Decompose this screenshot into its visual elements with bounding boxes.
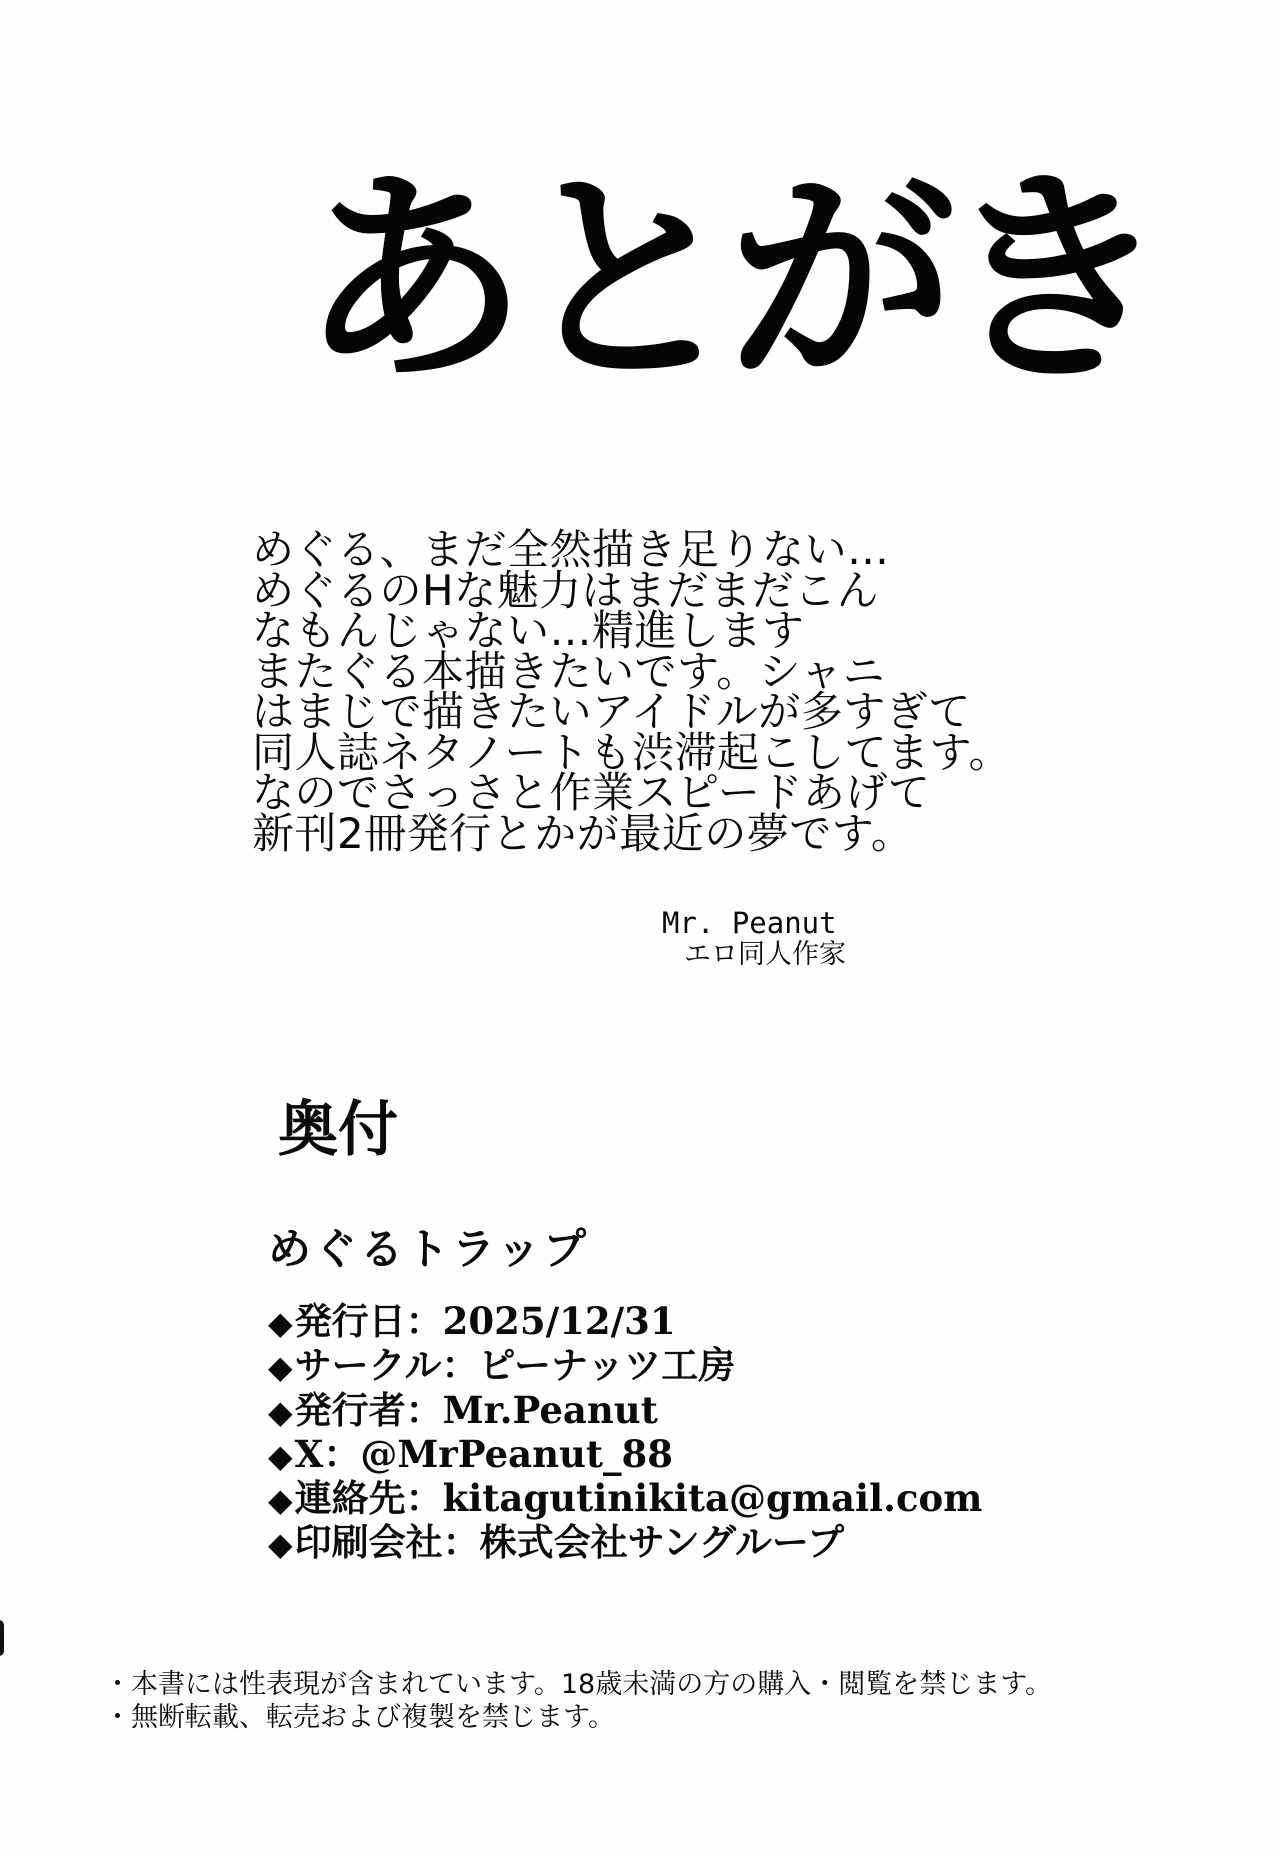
entry-separator: ： <box>442 1520 480 1565</box>
signature-name: Mr. Peanut <box>662 906 837 940</box>
page-edge-mark <box>0 1620 4 1656</box>
entry-separator: ： <box>323 1431 361 1476</box>
entry-value: kitagutinikita@gmail.com <box>442 1476 983 1521</box>
message-line: 新刊2冊発行とかが最近の夢です。 <box>252 808 914 858</box>
notice-line: ・無断転載、転売および複製を禁じます。 <box>104 1702 615 1733</box>
book-title: めぐるトラップ <box>268 1225 590 1275</box>
notice-line: ・本書には性表現が含まれています。18歳未満の方の購入・閲覧を禁じます。 <box>104 1669 1053 1700</box>
diamond-bullet-icon: ◆ <box>268 1436 293 1475</box>
colophon-heading: 奥付 <box>278 1095 398 1165</box>
message-line: またぐる本描きたいです。シャニ <box>252 646 886 696</box>
entry-separator: ： <box>405 1387 443 1432</box>
entry-label: サークル <box>294 1343 442 1388</box>
entry-value: Mr.Peanut <box>442 1387 658 1432</box>
message-line: めぐる、まだ全然描き足りない… <box>252 525 890 574</box>
message-line: 同人誌ネタノートも渋滞起こしてます。 <box>252 727 1012 777</box>
entry-value: 2025/12/31 <box>442 1299 676 1343</box>
message-line: なのでさっさと作業スピードあげて <box>252 768 931 817</box>
entry-label: X <box>294 1431 324 1476</box>
entry-label: 発行者 <box>294 1387 406 1432</box>
diamond-bullet-icon: ◆ <box>268 1348 293 1387</box>
entry-separator: ： <box>441 1343 479 1388</box>
entry-value: ピーナッツ工房 <box>478 1343 736 1388</box>
colophon-entry-x <box>268 1433 982 1477</box>
signature-role: エロ同人作家 <box>684 939 846 970</box>
message-line: めぐるのHな魅力はまだまだこん <box>252 565 880 615</box>
diamond-bullet-icon: ◆ <box>268 1392 293 1431</box>
colophon-entry-publisher <box>268 1389 982 1433</box>
entry-separator: ： <box>405 1299 443 1343</box>
colophon-entry-circle <box>268 1344 982 1388</box>
message-line: はまじで描きたいアイドルが多すぎて <box>252 687 971 736</box>
colophon-entry-printer <box>268 1521 982 1565</box>
entry-label: 発行日 <box>294 1299 406 1343</box>
diamond-bullet-icon: ◆ <box>268 1304 293 1342</box>
diamond-bullet-icon: ◆ <box>268 1525 293 1564</box>
colophon-list <box>268 1300 982 1566</box>
message-line: なもんじゃない…精進します <box>252 606 805 655</box>
entry-value: 株式会社サングループ <box>479 1520 845 1565</box>
diamond-bullet-icon: ◆ <box>268 1481 293 1520</box>
entry-label: 印刷会社 <box>294 1520 443 1565</box>
afterword-title: あとがき <box>300 147 1156 413</box>
entry-separator: ： <box>405 1476 443 1521</box>
entry-label: 連絡先 <box>294 1476 406 1521</box>
entry-value: @MrPeanut_88 <box>360 1431 674 1476</box>
colophon-entry-contact <box>268 1477 982 1521</box>
colophon-entry-date <box>268 1300 982 1344</box>
legal-notices <box>104 1668 1052 1734</box>
afterword-message <box>252 525 1032 858</box>
